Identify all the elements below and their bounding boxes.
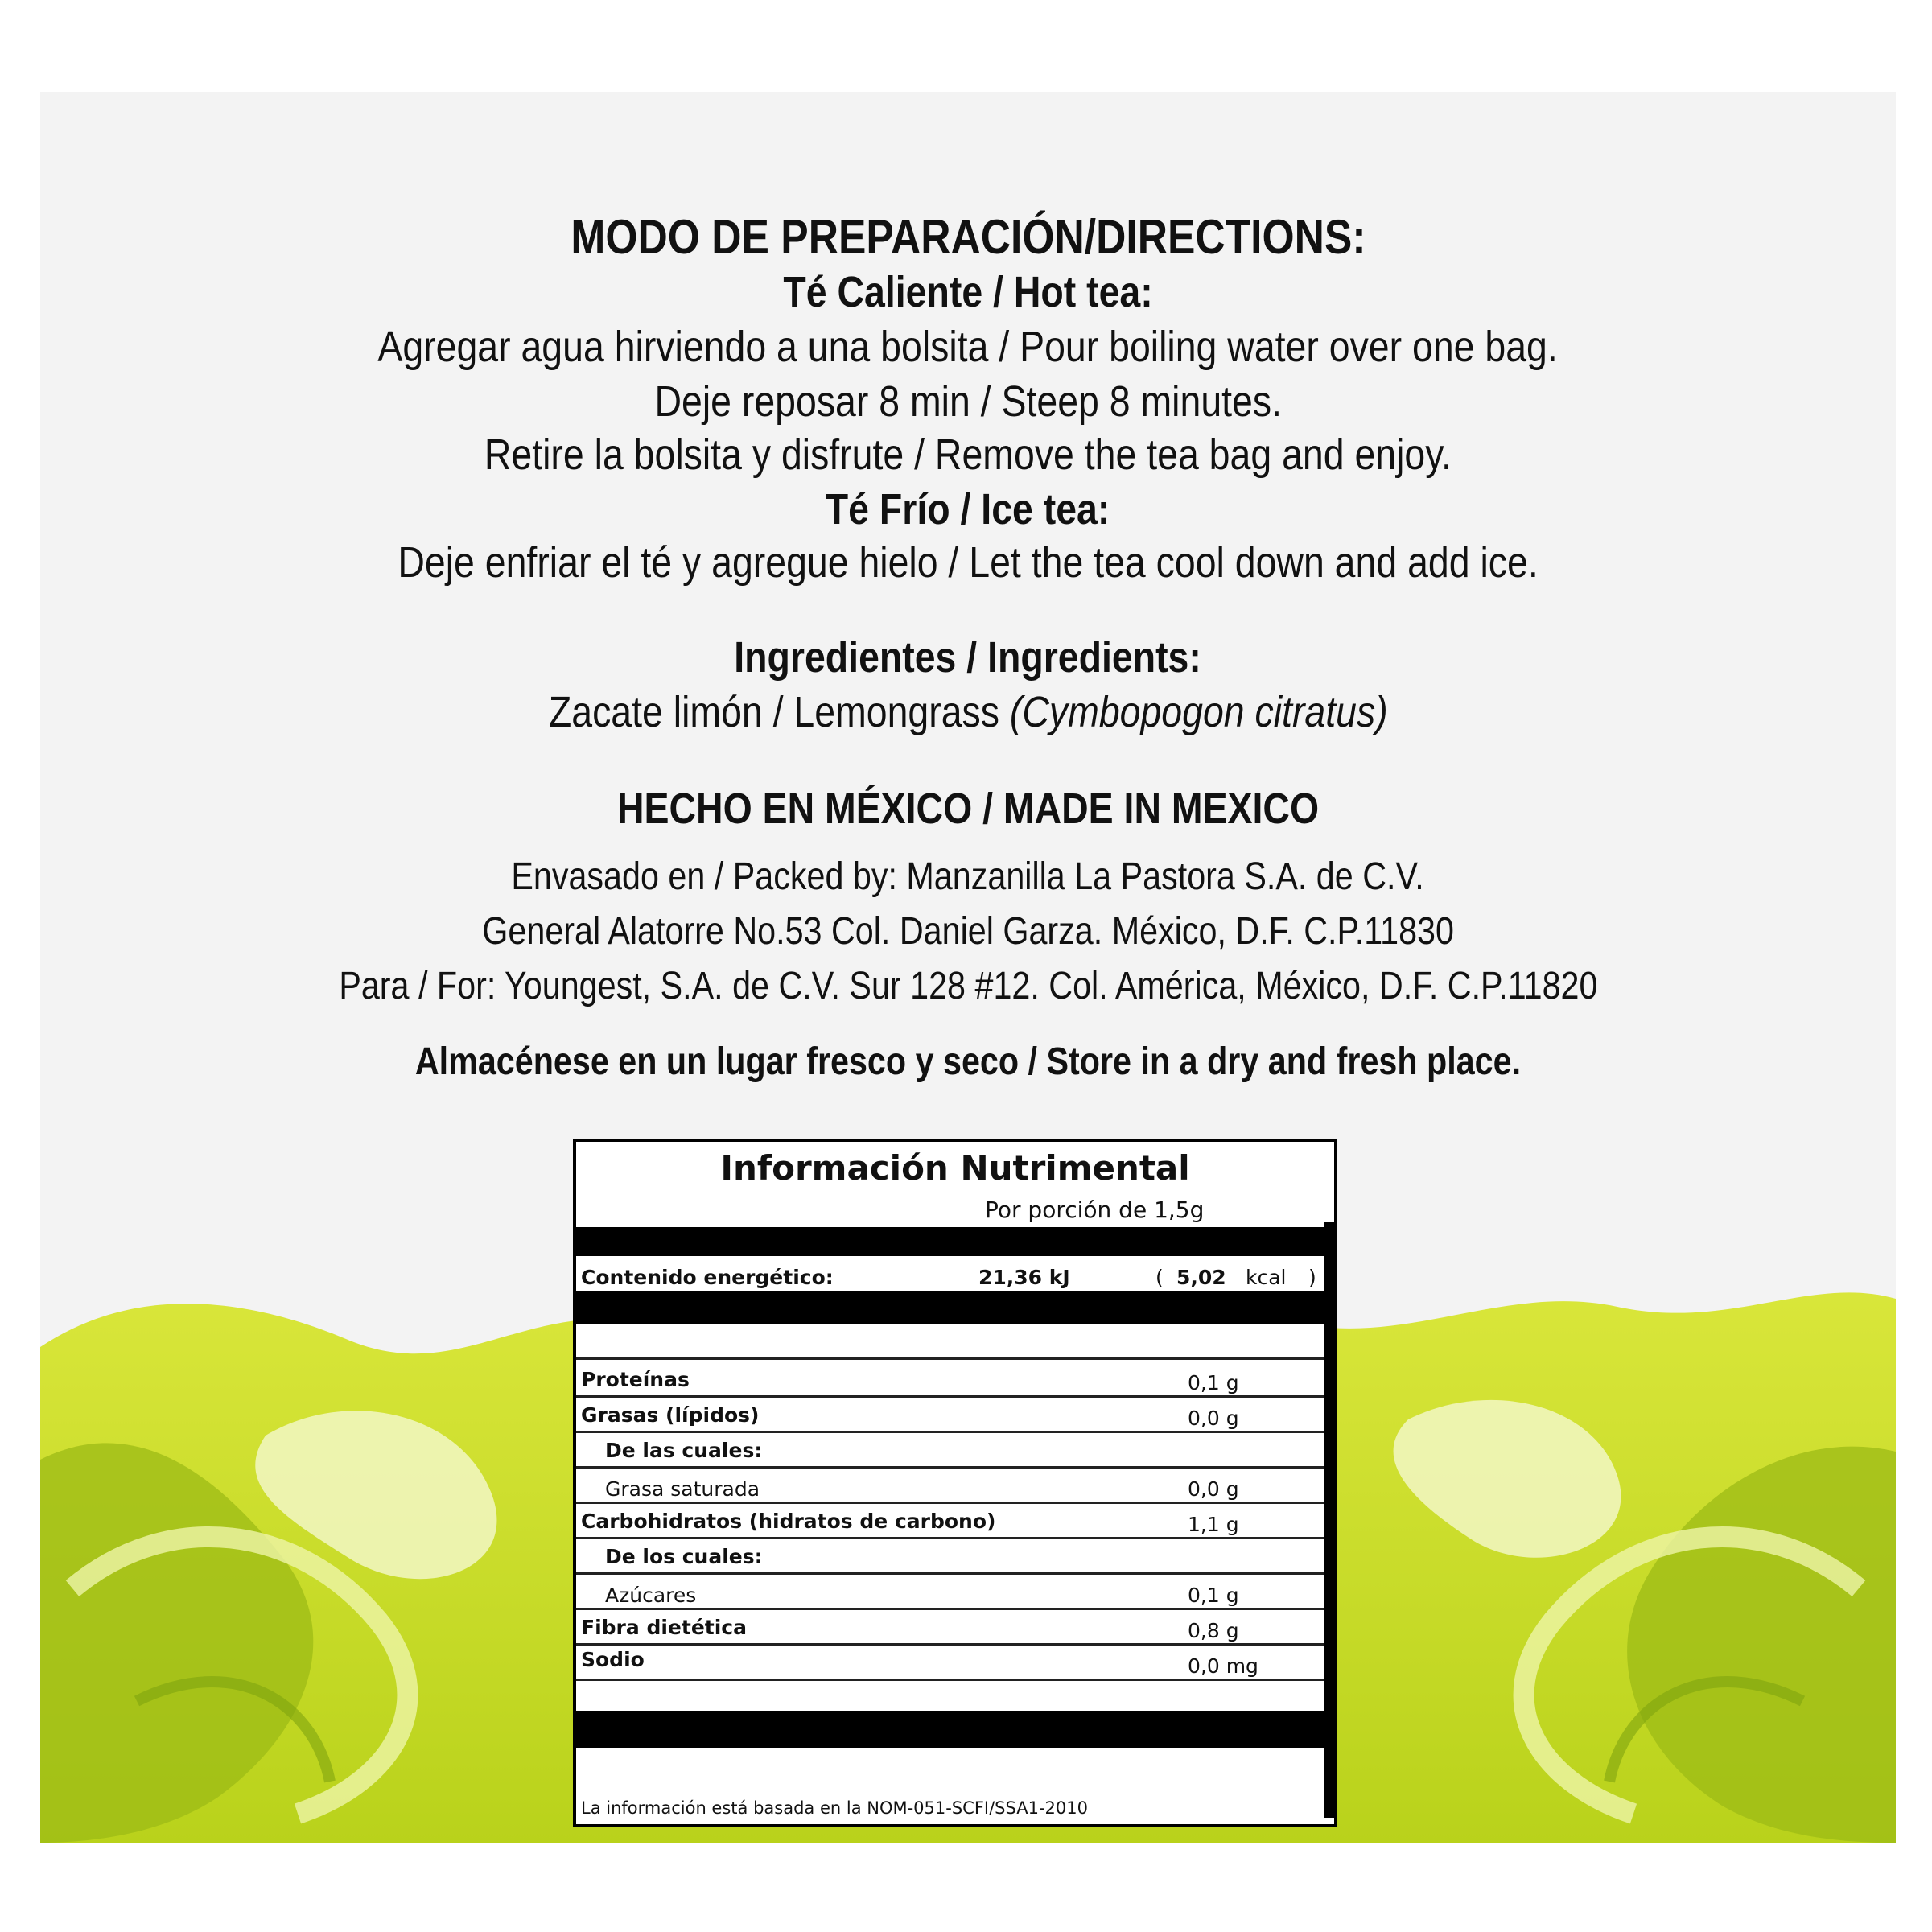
packer-line-1: Envasado en / Packed by: Manzanilla La Pastora S.A. de C.V. [511, 855, 1425, 898]
nutrient-row-saturated [576, 1466, 1324, 1504]
nutrient-row-carbs [576, 1502, 1324, 1539]
origin-text: HECHO EN MÉXICO / MADE IN MEXICO [616, 785, 1320, 833]
nutrition-table [573, 1139, 1337, 1827]
nutrient-label: De las cuales: [605, 1439, 763, 1462]
serving-size: Por porción de 1,5g [985, 1197, 1205, 1223]
nutrient-label: Azúcares [605, 1584, 697, 1607]
nutrient-row-sugars [576, 1572, 1324, 1610]
nutrient-label: Grasa saturada [605, 1477, 760, 1501]
nutrient-value: 1,1 g [1188, 1513, 1239, 1536]
packer-line-3: Para / For: Youngest, S.A. de C.V. Sur 128 #12. Col. América, México, D.F. C.P.11820 [338, 965, 1598, 1007]
energy-close-paren: ) [1308, 1266, 1316, 1289]
ingredients-title: Ingredientes / Ingredients: [734, 633, 1202, 682]
blank-row [576, 1324, 1324, 1360]
nutrient-value: 0,1 g [1188, 1371, 1239, 1394]
nutrient-value: 0,0 g [1188, 1477, 1239, 1501]
nutrient-row-fiber [576, 1608, 1324, 1646]
hot-tea-title: Té Caliente / Hot tea: [783, 268, 1153, 316]
nutrient-label: Fibra dietética [581, 1616, 747, 1639]
energy-label: Contenido energético: [581, 1266, 834, 1289]
directions-title: MODO DE PREPARACIÓN/DIRECTIONS: [570, 210, 1366, 264]
ice-tea-line: Deje enfriar el té y agregue hielo / Let the tea cool down and add ice. [398, 538, 1539, 587]
nutrient-label: Grasas (lípidos) [581, 1403, 760, 1427]
thick-divider-3 [576, 1711, 1334, 1748]
energy-row [576, 1256, 1324, 1291]
hot-tea-line-1: Agregar agua hirviendo a una bolsita / Pour boiling water over one bag. [377, 323, 1559, 371]
ingredients-text: Zacate limón / Lemongrass (Cymbopogon citratus) [548, 688, 1388, 736]
thick-divider-1 [576, 1227, 1334, 1256]
nutrient-value: 0,0 g [1188, 1407, 1239, 1430]
ice-tea-title: Té Frío / Ice tea: [826, 485, 1110, 533]
nutrient-label: Sodio [581, 1648, 645, 1671]
nutrient-row-fat-sub [576, 1431, 1324, 1469]
energy-kj: 21,36 kJ [978, 1266, 1070, 1289]
nutrient-row-sodium [576, 1643, 1324, 1681]
hot-tea-line-2: Deje reposar 8 min / Steep 8 minutes. [654, 377, 1282, 426]
nutrient-value: 0,0 mg [1188, 1654, 1258, 1678]
energy-open-paren: ( [1155, 1266, 1164, 1289]
blank-row-bottom [576, 1679, 1324, 1711]
ingredients-scientific-name: (Cymbopogon citratus) [1009, 688, 1388, 736]
packer-line-2: General Alatorre No.53 Col. Daniel Garza. México, D.F. C.P.11830 [482, 910, 1454, 953]
nutrient-row-fat [576, 1395, 1324, 1433]
label-panel [40, 92, 1896, 1843]
nutrient-label: De los cuales: [605, 1545, 763, 1568]
nutrient-label: Carbohidratos (hidratos de carbono) [581, 1510, 996, 1533]
hot-tea-line-3: Retire la bolsita y disfrute / Remove the tea bag and enjoy. [484, 430, 1452, 479]
nutrient-row-protein [576, 1360, 1324, 1398]
thick-divider-2 [576, 1291, 1334, 1324]
energy-kcal: 5,02 [1176, 1266, 1226, 1289]
energy-unit: kcal [1246, 1266, 1287, 1289]
nutrition-title: Información Nutrimental [720, 1148, 1190, 1188]
nutrient-row-carbs-sub [576, 1537, 1324, 1575]
nutrition-footnote: La información está basada en la NOM-051-SCFI/SSA1-2010 [581, 1798, 1088, 1818]
nutrient-label: Proteínas [581, 1368, 690, 1391]
storage-text: Almacénese en un lugar fresco y seco / Store in a dry and fresh place. [414, 1040, 1522, 1083]
nutrient-value: 0,1 g [1188, 1584, 1239, 1607]
nutrient-value: 0,8 g [1188, 1619, 1239, 1642]
